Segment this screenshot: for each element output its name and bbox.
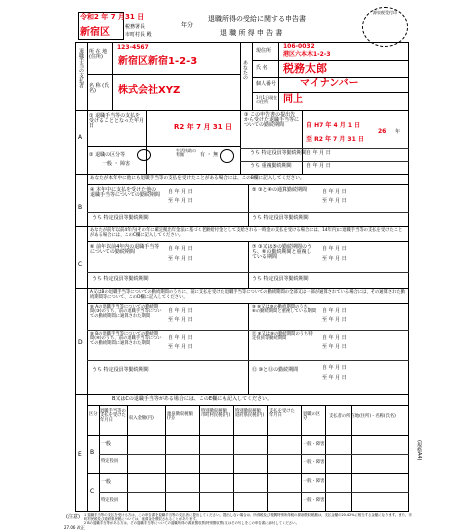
category-options: 一般 ・ 障害 [102, 161, 131, 167]
category-label: ② 退職の区分等 [89, 152, 126, 158]
section-b-label: B [78, 204, 83, 211]
d-q8-from: 自 年 月 日 [168, 308, 193, 314]
c-q7-to: 至 年 月 日 [322, 256, 347, 262]
c-q6: ⑥ 前年以前4年内の退職手当等についての勤続期間 [90, 244, 160, 255]
tax-office-label: 税務署長 [125, 24, 146, 30]
e-sub-b-general: 一般 [101, 441, 112, 447]
e-header-category: 区分 [89, 412, 98, 417]
payer-name: 株式会社XYZ [118, 85, 181, 96]
form-title-2: 退 職 所 得 申 告 書 [220, 29, 283, 37]
recipient-jan1-label: 1月1日現在の住所 [256, 95, 278, 104]
c-q6-from: 自 年 月 日 [168, 246, 193, 252]
d-q8-to: 至 年 月 日 [168, 317, 193, 323]
b-q5: ⑤ ③と④の通算勤続期間 [252, 187, 308, 193]
recipient-name: 税務太郎 [283, 62, 327, 75]
c-q7-from: 自 年 月 日 [322, 246, 347, 252]
d-q11-from: 自 年 月 日 [322, 335, 347, 341]
d-q9-from: 自 年 月 日 [168, 335, 193, 341]
period-label: ③ この申告書の提出先から受けた退職手当等についての勤続期間 [244, 112, 300, 128]
e-header-withholding: 源泉徴収税額(円) [167, 412, 193, 422]
payer-address: 新宿区新宿1-2-3 [118, 56, 198, 67]
e-header-payer: 支払者の所在地(住所)・名称(氏名) [329, 414, 396, 419]
c-q7-sub: うち 特定役員等勤続期間 [252, 276, 309, 282]
c-q6-to: 至 年 月 日 [168, 256, 193, 262]
e-header-prefectural: 特別徴収税額 道府県民税(円) [235, 409, 265, 419]
d-q12-to: 至 年 月 日 [322, 375, 347, 381]
payer-name-label: 名 称 (氏名) [89, 83, 110, 94]
recipient-postal-code: 106-0032 [283, 43, 315, 50]
a-specific-from: 自 年 月 日 [306, 150, 331, 156]
e-sub-b-officer: 特定役員 [101, 459, 119, 464]
retire-date-label: ① 退職手当等の支払を受けることとなった年月日 [89, 113, 145, 129]
e-option-b2: 一般・障害 [303, 460, 325, 465]
d-q11: ⑪ ⑧又は⑨の勤続期間のうち特定役員等勤続期間 [252, 332, 313, 342]
year-label: 年分 [181, 22, 194, 29]
payer-postal-code: 123-4567 [117, 44, 149, 51]
b-q5-to: 至 年 月 日 [322, 198, 347, 204]
welfare-selected-circle [220, 149, 234, 163]
city-name: 新宿区 [80, 27, 110, 38]
reception-stamp-label: 源泉税受付印 [373, 10, 397, 15]
note-2: 2 Bの退職手当等がある方は、その退職手当等についての退職所得の源泉徴収票(特別徴収票)又はその写しをこの申告書に添付してください。 [84, 521, 299, 525]
e-header-municipal: 特別徴収税額 市町村民税(円) [201, 409, 231, 419]
section-e-intro: B又はCの退職手当等がある場合には、このE欄にも記入してください。 [112, 396, 273, 402]
welfare-options: 有 ・ 無 [200, 152, 219, 158]
b-q4-to: 至 年 月 日 [168, 198, 193, 204]
e-sub-c-officer: 特定役員 [101, 498, 119, 503]
b-q5-sub: うち 特定役員等勤続期間 [252, 215, 309, 221]
section-b-intro: あなたが本年中に他にも退職手当等の支払を受けたことがある場合には、このB欄に記入してください。 [90, 176, 305, 181]
d-q8: ⑧ Aの退職手当等についての勤続期間(③)のうち、前の退職手当等についての勤続期間に通算された期間 [90, 305, 162, 319]
section-c-label: C [78, 261, 83, 268]
period-from: 自 H7 年 4 月 1 日 [306, 122, 361, 129]
recipient-address: 港区六本木1-2-3 [283, 51, 331, 58]
e-option-c2: 一般・障害 [303, 498, 325, 503]
form-title-1: 退職所得の受給に関する申告書 [208, 15, 306, 23]
e-table [87, 405, 409, 512]
e-row-c-label: C [90, 488, 95, 495]
b-q4: ④ 本年中に支払を受けた他の退職手当等についての勤続期間 [90, 187, 160, 198]
d-q10-from: 自 年 月 日 [322, 308, 347, 314]
e-header-date: 退職手当等の支払を受けた年月日 [100, 409, 126, 423]
d-q10: ⑩ ⑧又は⑨の勤続期間のうち、⑥の勤続期間と重複している期間 [252, 305, 317, 315]
e-option-c1: 一般・障害 [303, 479, 325, 484]
category-selected-circle [137, 149, 151, 161]
d-q11-to: 至 年 月 日 [322, 344, 347, 350]
b-q5-from: 自 年 月 日 [322, 189, 347, 195]
a-specific-label: うち 特定役員等勤続期間 [250, 150, 307, 156]
section-d-intro: A又はBの退職手当等についての勤続期間のうちに、前に支払を受けた退職手当等についての勤続期間の全部又は一部が通算されている場合には、その通算された勤続期間等について、このD欄に記入してください。 [90, 290, 406, 300]
d-q9-to: 至 年 月 日 [168, 344, 193, 350]
period-to: 至 R2 年 7 月 31 日 [306, 136, 364, 143]
recipient-side-label: あなたの [242, 60, 248, 80]
b-q4-from: 自 年 月 日 [168, 189, 193, 195]
recipient-id-number: マイナンバー [300, 78, 359, 89]
e-sub-c-general: 一般 [101, 479, 112, 485]
notes-label: (注意) [66, 514, 80, 520]
e-option-b1: 一般・障害 [303, 442, 325, 447]
recipient-id-label: 個人番号 [256, 81, 277, 87]
c-q6-sub: うち 特定役員等勤続期間 [92, 276, 149, 282]
welfare-label: 生活扶助の有無 [176, 148, 196, 157]
section-d-label: D [78, 339, 83, 346]
section-a-label: A [78, 134, 83, 141]
recipient-jan1-address: 同上 [283, 94, 303, 105]
e-header-income: 収入金額(円) [129, 416, 154, 421]
d-q10-to: 至 年 月 日 [322, 317, 347, 323]
section-e-label: E [78, 451, 82, 458]
period-years-unit: 年 [395, 129, 401, 135]
municipality-label: 市町村長 殿 [125, 32, 152, 38]
e-header-retire-type: 退職の区分 [303, 412, 321, 422]
c-q7: ⑦ ③又は⑤の勤続期間のうち、⑥の勤続期間と重複している期間 [252, 244, 313, 260]
d-q9: ⑨ Bの退職手当等についての勤続期間(④)のうち、前の退職手当等についての勤続期間に通算された期間 [90, 332, 162, 346]
recipient-address-label: 現住所 [256, 48, 272, 54]
payer-address-label: 所 在 地 (住所) [89, 49, 108, 60]
d-q12: ⑫ ⑩と⑪の勤続期間 [252, 367, 299, 373]
a-duplicate-from: 自 年 月 日 [306, 163, 331, 169]
revision-footer: 27.06 改正 [64, 525, 85, 530]
retire-date: R2 年 7 月 31 日 [174, 123, 233, 131]
e-header-pay-date: 支払を受けた年月日 [269, 409, 295, 419]
payer-side-label: 退職手当の支払者 [78, 48, 84, 88]
submission-date: 令和2 年 7 月31 日 [80, 13, 145, 21]
section-c-intro: あなたが前年以前4年内(その年に確定拠出年金法に基づく老齢給付金として支給される一時金の支払を受ける場合には、14年内)に退職手当等の支払を受けたことがある場合には、このC欄に記入してください。 [90, 228, 403, 238]
e-row-b-label: B [90, 449, 95, 456]
paper-size-label: (規格A4) [416, 440, 422, 461]
a-duplicate-label: うち 重複勤続期間 [250, 163, 292, 169]
d-q9-sub: うち 特定役員等勤続期間 [92, 367, 149, 373]
b-q4-sub: うち 特定役員等勤続期間 [92, 215, 149, 221]
recipient-name-label: 氏 名 [256, 65, 268, 71]
note-1: 1 退職手当等の支払を受ける方は、この申告書を退職手当等の支払者に提出してください。提出しない場合は、所得税及び復興特別所得税の源泉徴収税額は、支払金額の20.42%に相当する金額になります。また、市町村民税及び道府県民税については、延滞金を徴収されることがあります。 [84, 513, 412, 521]
d-q12-from: 自 年 月 日 [322, 365, 347, 371]
period-years: 26 [378, 128, 387, 135]
